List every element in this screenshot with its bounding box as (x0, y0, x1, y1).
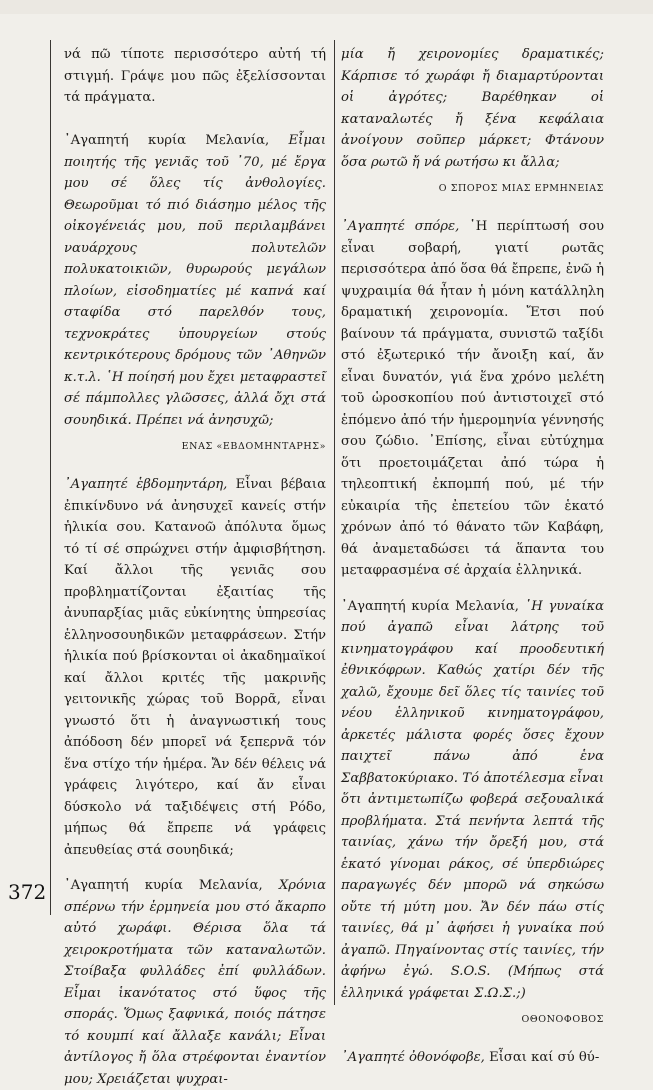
letter-signature: ΟΘΟΝΟΦΟΒΟΣ (521, 1014, 604, 1025)
letter-3 (341, 596, 604, 1005)
page-number: 372 (8, 880, 47, 904)
left-column (64, 44, 326, 1090)
letter-continuation: μία ἤ χειρονομίες δραματικές; Κάρπισε τό χωράφι ἤ διαμαρτύρονται οἱ ἀγρότες; Βαρέθηκαν οἱ καταναλωτές ἤ ξένα κεφάλαια ἀνοίγουν σοῦπερ μάρκετ; Φτάνουν ὅσα ρωτῶ ἤ νά ρωτήσω κι ἄλλα; (341, 47, 604, 170)
reply-salutation: ᾿Αγαπητέ ἑβδομηντάρη, (64, 477, 228, 492)
right-column (341, 44, 604, 1069)
letter-body: ῾Η γυναίκα πού ἀγαπῶ εἶναι λάτρης τοῦ κινηματογράφου καί προοδευτική ἐθνικόφρων. Καθώς χατίρι δέν τῆς χαλῶ, ἔχουμε δεῖ ὅλες τίς ταινίες τοῦ νέου ἑλληνικοῦ κινηματογράφου, ἀρκετές μάλιστα φορές ὅσες ἔχουν παιχτεῖ πάνω ἀπό ἑνα Σαββατοκύριακο. Τό ἀποτέλεσμα εἶναι ὅτι ἀντιμετωπίζω φοβερά σεξουαλικά προβλήματα. Στά πενήντα λεπτά τῆς ταινίας, χάνω τήν ὄρεξή μου, στά ἑκατό γίνομαι ράκος, σέ ὑπερδιώρες παραγωγές δέν μπορῶ νά σηκώσω οὔτε τή μύτη μου. Ἄν δέν πάω στίς ταινίες, θά μ᾿ ἀφήσει ἡ γυναίκα πού ἀγαπῶ. Πηγαίνοντας στίς ταινίες, τήν ἀφήνω ἐγώ. S.O.S. (Μήπως στά ἑλληνικά γράφεται Σ.Ω.Σ.;) (341, 598, 604, 1001)
reply-body: Εἶναι βέβαια ἐπικίνδυνο νά ἀνησυχεῖ κανείς στήν ἡλικία σου. Κατανοῶ ἀπόλυτα ὅμως τό τί σέ σπρώχνει στήν ἀμφισβήτηση. Καί ἄλλοι τῆς γενιᾶς σου προβληματίζονται ἐξαιτίας τῆς ἀνυπαρξίας μιᾶς εὐκίνητης ὑπηρεσίας ἑλληνοσουηδικῶν μεταφράσεων. Στήν ἡλικία πού βρίσκονται οἱ ἀκαδημαϊκοί καί ἄλλοι κριτές τῆς μακρινῆς γειτονικῆς χώρας τοῦ Βορρᾶ, εἶναι γνωστό ὅτι ἡ ἀναγνωστική τους ἀπόδοση δέν μπορεῖ νά ξεπερνᾶ τόν ἕνα στίχο τήν ἡμέρα. Ἄν δέν θέλεις νά γράφεις λιγότερο, καί ἄν εἶναι δύσκολο νά ταξιδέψεις στή Ρόδο, μήπως θά ἔπρεπε νά γράφεις ἀπευθείας στά σουηδικά; (64, 477, 326, 858)
letter-salutation: ᾿Αγαπητή κυρία Μελανία, (64, 878, 263, 893)
letter-body: Εἶμαι ποιητής τῆς γενιᾶς τοῦ ᾿70, μέ ἔργα μου σέ ὅλες τίς ἀνθολογίες. Θεωροῦμαι τό πιό διάσημο μέλος τῆς οἰκογένειάς μου, ποῦ περιλαμβάνει ναυάρχους πολυτελῶν πολυκατοικιῶν, θυρωρούς μεγάλων πλοίων, εἰσοδηματίες μέ καπνά καί σταφίδα στό παρελθόν τους, τεχνοκράτες ὑπουργείων στούς κεντρικότερους δρόμους τῶν ᾿Αθηνῶν κ.τ.λ. ῾Η ποίησή μου ἔχει μεταφραστεῖ σέ πάμπολλες γλῶσσες, ἀλλά ὄχι στά σουηδικά. Πρέπει νά ἀνησυχῶ; (64, 133, 326, 428)
top-scan-strip (0, 0, 653, 14)
letter-signature: ΕΝΑΣ «ΕΒΔΟΜΗΝΤΑΡΗΣ» (181, 441, 326, 452)
reply-salutation: ᾿Αγαπητέ ὀθονόφοβε, (341, 1050, 485, 1065)
reply-2 (341, 216, 604, 582)
reply-body: ῾Η περίπτωσή σου εἶναι σοβαρή, γιατί ρωτᾶς περισσότερα ἀπό ὅσα θά ἔπρεπε, ἐνῶ ἡ ψυχραιμία θά ἦταν ἡ μόνη κατάλληλη δραματική χειρονομία. Ἔτσι πού βαίνουν τά πράγματα, συνιστῶ ταξίδι στό ἐξωτερικό τήν ἄνοιξη καί, ἄν εἶναι δυνατόν, γιά ἕνα χρόνο μελέτη τοῦ ὡροσκοπίου πού ἀντιστοιχεῖ στό ἑπόμενο ἀπό τήν ἡμερομηνία γέννησής σου ζώδιο. ᾿Επίσης, εἶναι εὐτύχημα ὅτι προετοιμάζεται ἀπό τώρα ἡ τηλεοπτική ἐκπομπή πού, μέ τήν εὐκαιρία τῆς ἐπετείου τῶν ἑκατό χρόνων ἀπό τό θάνατο τῶν Καβάφη, θά ἀναμεταδώσει τά ἅπαντα του μεταφρασμένα σέ ἀρχαία ἑλληνικά. (341, 219, 605, 578)
column-divider-rule (334, 40, 335, 1005)
reply-1 (64, 474, 326, 861)
letter-body: Χρόνια σπέρνω τήν ἑρμηνεία μου στό ἄκαρπο αὐτό χωράφι. Θέρισα ὅλα τά χειροκροτήματα τῶν καταναλωτῶν. Στοίβαξα φυλλάδες ἐπί φυλλάδων. Εἶμαι ἱκανότατος στό ὕφος τῆς σποράς. Ὅμως ξαφνικά, ποιός πάτησε τό κουμπί καί ἄλλαξε κανάλι; Εἶναι ἀντίλογος ἤ ὅλα στρέφονται ἐναντίον μου; Χρειάζεται ψυχραι- (64, 878, 326, 1087)
letter-1 (64, 130, 326, 431)
letter-salutation: ᾿Αγαπητή κυρία Μελανία, (341, 598, 519, 614)
letter-salutation: ᾿Αγαπητή κυρία Μελανία, (64, 133, 270, 148)
reply-salutation: ᾿Αγαπητέ σπόρε, (341, 219, 460, 234)
paragraph-continuation: νά πῶ τίποτε περισσότερο αὐτή τή στιγμή. Γράψε μου πῶς ἐξελίσσονται τά πράγματα. (64, 47, 326, 105)
reply-body: Εἶσαι καί σύ θύ- (484, 1050, 600, 1065)
left-margin-rule (50, 40, 51, 915)
reply-3 (341, 1047, 604, 1069)
letter-2 (64, 875, 326, 1090)
letter-signature: Ο ΣΠΟΡΟΣ ΜΙΑΣ ΕΡΜΗΝΕΙΑΣ (438, 183, 604, 194)
